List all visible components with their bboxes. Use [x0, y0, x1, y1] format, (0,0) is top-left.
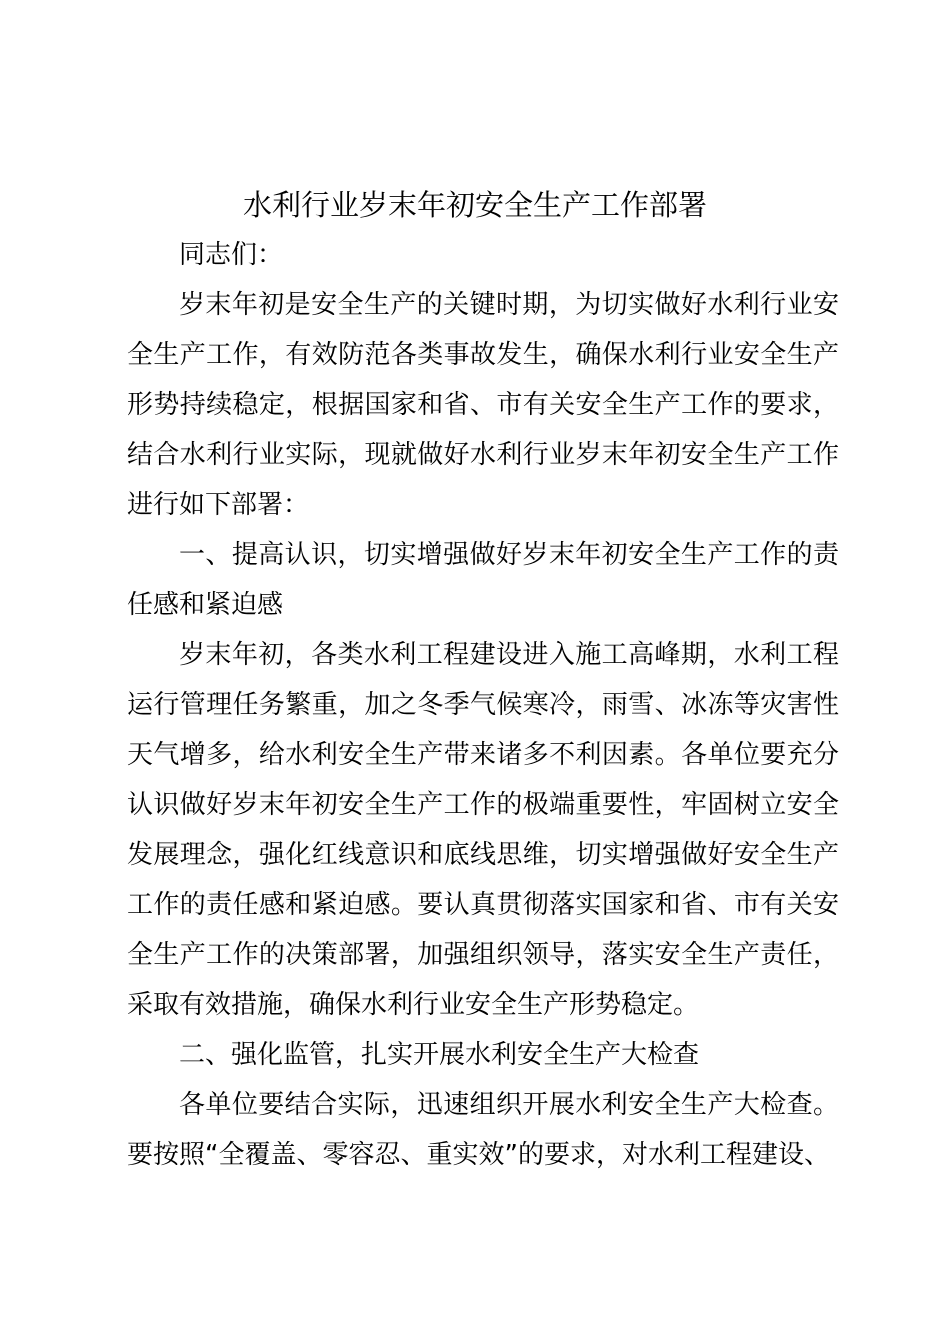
intro-paragraph: 岁末年初是安全生产的关键时期，为切实做好水利行业安全生产工作，有效防范各类事故发生，确保水利行业安全生产形势持续稳定，根据国家和省、市有关安全生产工作的要求，结合水利行业实际，现就做好水利行业岁末年初安全生产工作进行如下部署： [127, 290, 839, 520]
section-heading-1: 一、提高认识，切实增强做好岁末年初安全生产工作的责任感和紧迫感 [127, 540, 839, 620]
document-title: 水利行业岁末年初安全生产工作部署 [242, 188, 707, 222]
section-2-paragraph: 各单位要结合实际，迅速组织开展水利安全生产大检查。要按照“全覆盖、零容忍、重实效”的要求，对水利工程建设、 [127, 1090, 839, 1170]
document-body [127, 230, 839, 1180]
section-1-paragraph: 岁末年初，各类水利工程建设进入施工高峰期，水利工程运行管理任务繁重，加之冬季气候寒冷，雨雪、冰冻等灾害性天气增多，给水利安全生产带来诸多不利因素。各单位要充分认识做好岁末年初安全生产工作的极端重要性，牢固树立安全发展理念，强化红线意识和底线思维，切实增强做好安全生产工作的责任感和紧迫感。要认真贯彻落实国家和省、市有关安全生产工作的决策部署，加强组织领导，落实安全生产责任，采取有效措施，确保水利行业安全生产形势稳定。 [127, 640, 839, 1020]
salutation: 同志们： [179, 240, 284, 270]
section-heading-2: 二、强化监管，扎实开展水利安全生产大检查 [179, 1040, 700, 1070]
